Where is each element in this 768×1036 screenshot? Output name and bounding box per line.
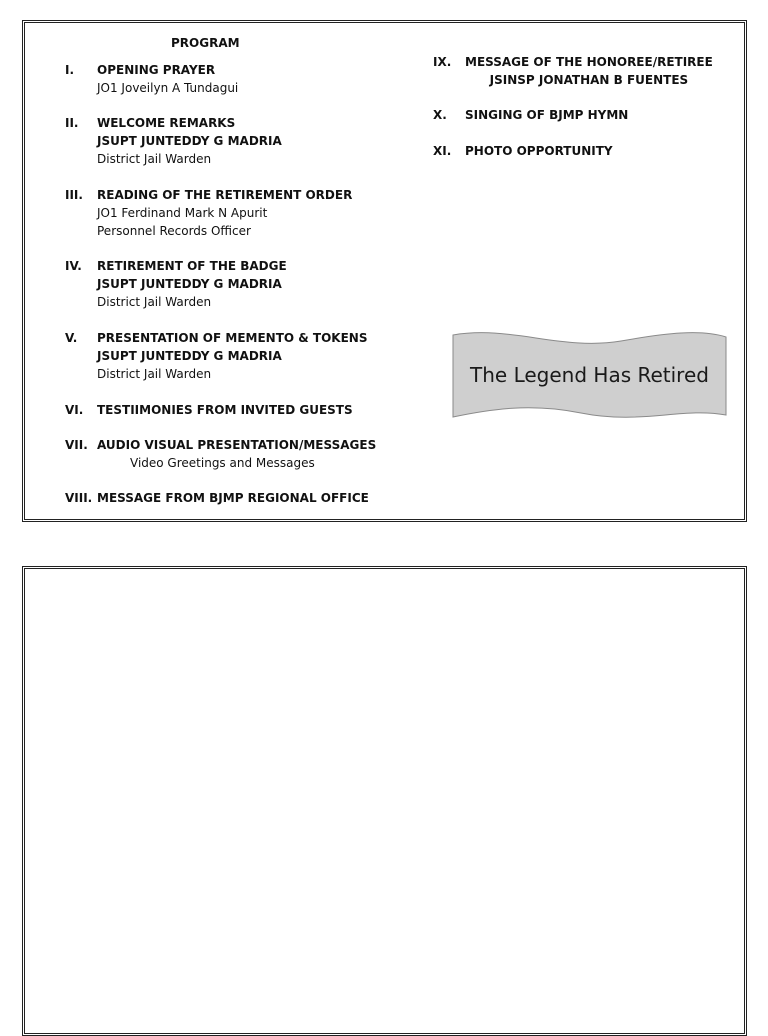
item-detail: JO1 Ferdinand Mark N Apurit — [97, 206, 268, 220]
program-panel — [22, 20, 747, 522]
item-detail: Personnel Records Officer — [97, 224, 251, 238]
item-detail: District Jail Warden — [97, 152, 212, 166]
program-item-5 — [65, 329, 367, 383]
program-item-11 — [433, 142, 613, 160]
item-number: VII. — [65, 438, 88, 452]
item-number: VI. — [65, 403, 84, 417]
program-item-2 — [65, 114, 282, 168]
item-number: XI. — [433, 144, 452, 158]
program-item-10 — [433, 106, 628, 124]
program-heading: PROGRAM — [171, 36, 240, 50]
item-number: IX. — [433, 55, 452, 69]
item-title: WELCOME REMARKS — [97, 116, 236, 130]
item-detail: District Jail Warden — [97, 295, 212, 309]
item-number: VIII. — [65, 491, 93, 505]
program-item-6 — [65, 401, 353, 419]
item-detail: JSUPT JUNTEDDY G MADRIA — [97, 277, 282, 291]
item-title: AUDIO VISUAL PRESENTATION/MESSAGES — [97, 438, 377, 452]
program-item-9 — [433, 53, 713, 89]
item-number: IV. — [65, 259, 82, 273]
item-title: PHOTO OPPORTUNITY — [465, 144, 613, 158]
item-detail: JSUPT JUNTEDDY G MADRIA — [97, 349, 282, 363]
item-title: TESTIIMONIES FROM INVITED GUESTS — [97, 403, 353, 417]
item-number: III. — [65, 188, 83, 202]
item-title: MESSAGE OF THE HONOREE/RETIREE — [465, 55, 713, 69]
wave-banner — [451, 329, 728, 421]
banner-text: The Legend Has Retired — [470, 363, 709, 387]
item-number: V. — [65, 331, 78, 345]
item-title: SINGING OF BJMP HYMN — [465, 108, 629, 122]
item-title: RETIREMENT OF THE BADGE — [97, 259, 287, 273]
item-detail: JSUPT JUNTEDDY G MADRIA — [97, 134, 282, 148]
program-item-3 — [65, 186, 352, 240]
item-detail: JSINSP JONATHAN B FUENTES — [489, 73, 689, 87]
item-detail: District Jail Warden — [97, 367, 212, 381]
blank-panel — [22, 566, 747, 1036]
program-item-8 — [65, 489, 369, 507]
item-title: READING OF THE RETIREMENT ORDER — [97, 188, 353, 202]
item-title: PRESENTATION OF MEMENTO & TOKENS — [97, 331, 368, 345]
program-item-7 — [65, 436, 376, 472]
item-number: X. — [433, 108, 447, 122]
program-item-4 — [65, 257, 287, 311]
item-detail: Video Greetings and Messages — [130, 456, 315, 470]
item-number: II. — [65, 116, 79, 130]
item-title: OPENING PRAYER — [97, 63, 216, 77]
program-item-1 — [65, 61, 238, 97]
item-number: I. — [65, 63, 75, 77]
item-detail: JO1 Joveilyn A Tundagui — [97, 81, 239, 95]
item-title: MESSAGE FROM BJMP REGIONAL OFFICE — [97, 491, 369, 505]
